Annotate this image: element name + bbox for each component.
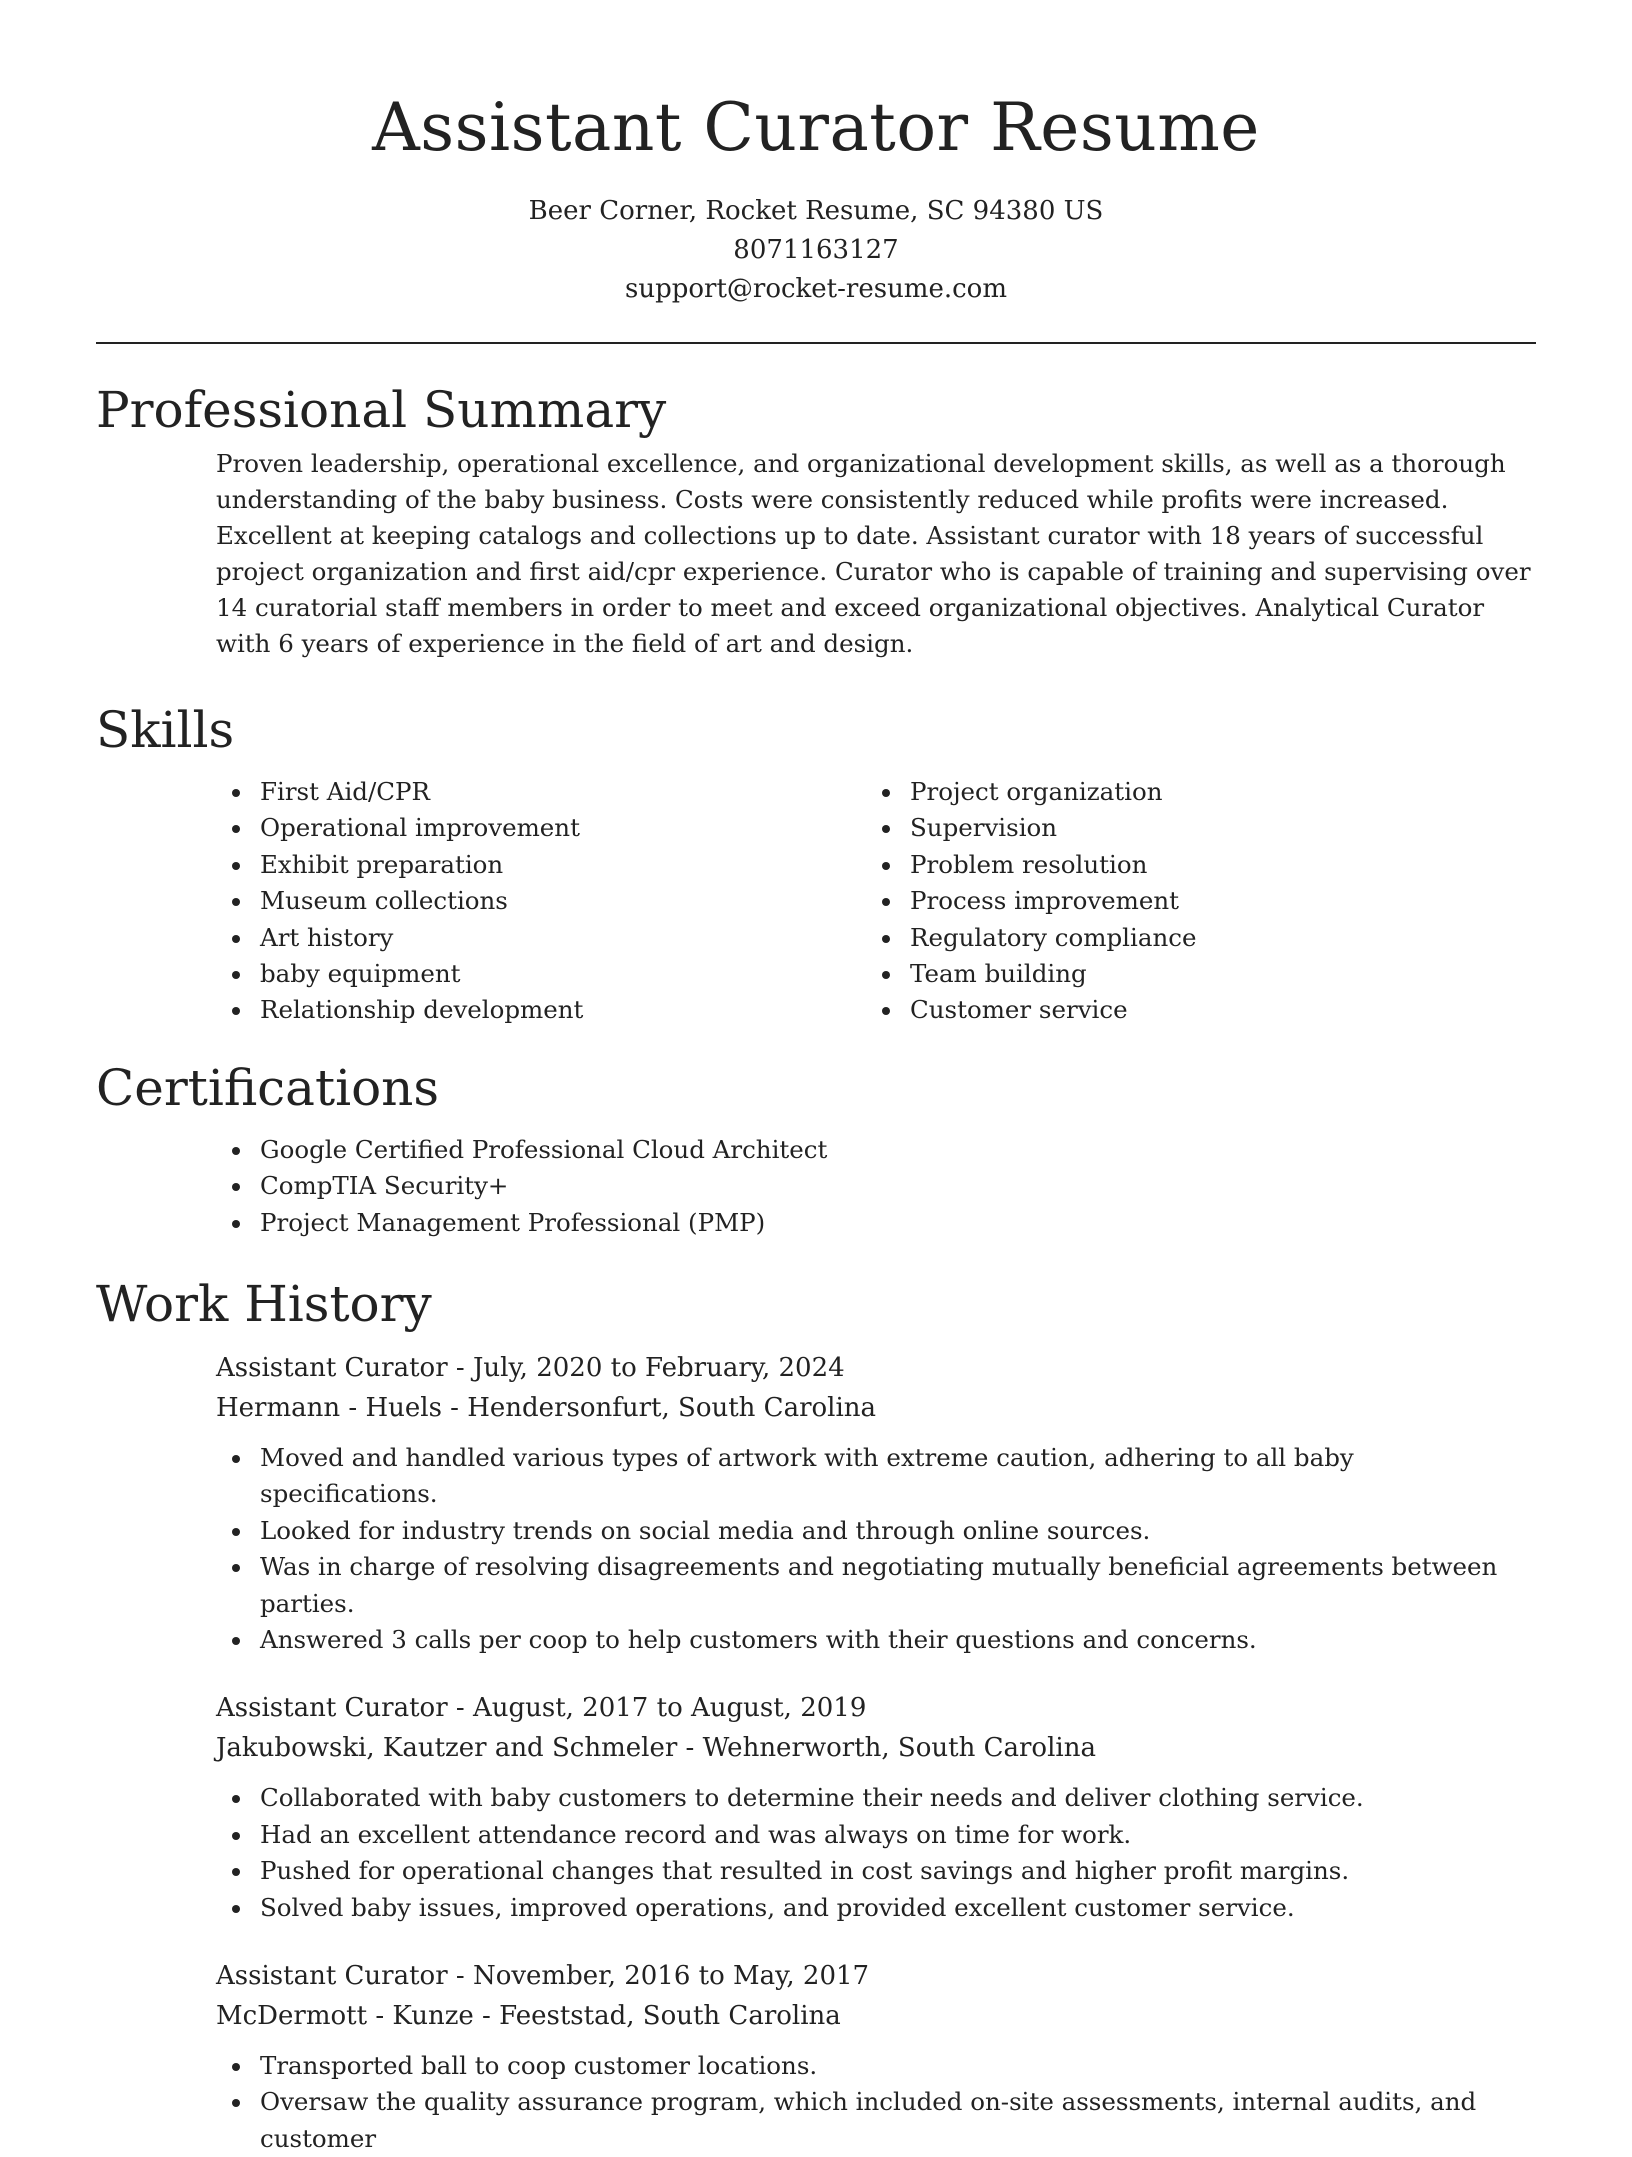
skills-column-right [866, 774, 1516, 1029]
summary-section [96, 380, 1536, 662]
list-item: CompTIA Security+ [260, 1168, 1536, 1204]
list-item: Process improvement [910, 883, 1516, 919]
certifications-heading: Certifications [96, 1059, 440, 1117]
skills-columns [216, 774, 1536, 1029]
job-entry [216, 1956, 1536, 2157]
job-title: Assistant Curator [216, 1693, 448, 1724]
list-item: Google Certified Professional Cloud Architect [260, 1132, 1536, 1168]
job-location: - Hendersonfurt, South Carolina [441, 1393, 877, 1423]
list-item: Exhibit preparation [260, 847, 866, 883]
job-title: Assistant Curator [216, 1353, 448, 1383]
list-item: Team building [910, 956, 1516, 992]
list-item: Looked for industry trends on social media and through online sources. [260, 1513, 1536, 1549]
certifications-section [96, 1058, 1536, 1241]
summary-text: Proven leadership, operational excellence, and organizational development skills, as well as a thorough understanding of the baby business. Costs were consistently reduced while profits were increased. Excellent at keeping catalogs and collections up to date. Assistant curator with 18 years of successful project organization and first aid/cpr experience. Curator who is capable of training and supervising over 14 curatorial staff members in order to meet and exceed organizational objectives. Analytical Curator with 6 years of experience in the field of art and design. [216, 449, 1531, 658]
job-location: - Feeststad, South Carolina [473, 2001, 841, 2032]
list-item: Regulatory compliance [910, 920, 1516, 956]
job-location: - Wehnerworth, South Carolina [677, 1733, 1096, 1764]
skills-column-left [216, 774, 866, 1029]
summary-heading: Professional Summary [96, 381, 667, 439]
job-title-line [216, 1956, 1536, 1996]
list-item: Moved and handled various types of artwork with extreme caution, adhering to all baby specifications. [260, 1440, 1536, 1513]
list-item: Collaborated with baby customers to determine their needs and deliver clothing service. [260, 1780, 1536, 1816]
list-item: Museum collections [260, 883, 866, 919]
skills-list-right [910, 774, 1516, 1029]
list-item: Solved baby issues, improved operations, and provided excellent customer service. [260, 1890, 1536, 1926]
skills-list-left [260, 774, 866, 1029]
list-item: Project Management Professional (PMP) [260, 1205, 1536, 1241]
list-item: baby equipment [260, 956, 866, 992]
job-dates: - November, 2016 to May, 2017 [447, 1961, 870, 1992]
job-company-line [216, 1996, 1536, 2036]
list-item: First Aid/CPR [260, 774, 866, 810]
list-item: Was in charge of resolving disagreements and negotiating mutually beneficial agreements between parties. [260, 1549, 1536, 1622]
job-title-line [216, 1348, 1536, 1388]
list-item: Supervision [910, 810, 1516, 846]
job-company: Jakubowski, Kautzer and Schmeler [216, 1733, 678, 1764]
job-company-line [216, 1388, 1536, 1428]
list-item: Project organization [910, 774, 1516, 810]
list-item: Problem resolution [910, 847, 1516, 883]
skills-heading: Skills [96, 701, 235, 759]
skills-section [96, 700, 1536, 1029]
header-divider [96, 342, 1536, 344]
contact-phone: 8071163127 [733, 235, 899, 265]
list-item: Art history [260, 920, 866, 956]
job-entry [216, 1348, 1536, 1658]
contact-email: support@rocket-resume.com [624, 274, 1007, 304]
certifications-list [260, 1132, 1536, 1241]
page-title: Assistant Curator Resume [372, 89, 1260, 166]
certifications-body [216, 1132, 1536, 1241]
job-company-line [216, 1728, 1536, 1768]
job-entry [216, 1688, 1536, 1926]
list-item: Operational improvement [260, 810, 866, 846]
list-item: Relationship development [260, 992, 866, 1028]
list-item: Answered 3 calls per coop to help customers with their questions and concerns. [260, 1622, 1536, 1658]
job-bullets [260, 1780, 1536, 1926]
job-title: Assistant Curator [216, 1961, 448, 1992]
work-history-section [96, 1274, 1536, 2157]
job-bullets [260, 1440, 1536, 1658]
work-history-heading: Work History [96, 1275, 432, 1333]
job-title-line [216, 1688, 1536, 1728]
list-item: Customer service [910, 992, 1516, 1028]
contact-address: Beer Corner, Rocket Resume, SC 94380 US [528, 196, 1104, 226]
list-item: Transported ball to coop customer locations. [260, 2048, 1536, 2084]
job-company: Hermann - Huels [216, 1393, 442, 1423]
list-item: Had an excellent attendance record and was always on time for work. [260, 1817, 1536, 1853]
job-dates: - July, 2020 to February, 2024 [447, 1353, 845, 1383]
list-item: Oversaw the quality assurance program, which included on-site assessments, internal audits, and customer [260, 2084, 1536, 2157]
job-bullets [260, 2048, 1536, 2157]
job-company: McDermott - Kunze [216, 2001, 474, 2032]
contact-block [0, 192, 1632, 309]
list-item: Pushed for operational changes that resulted in cost savings and higher profit margins. [260, 1853, 1536, 1889]
resume-header [0, 0, 1632, 309]
job-dates: - August, 2017 to August, 2019 [447, 1693, 867, 1724]
